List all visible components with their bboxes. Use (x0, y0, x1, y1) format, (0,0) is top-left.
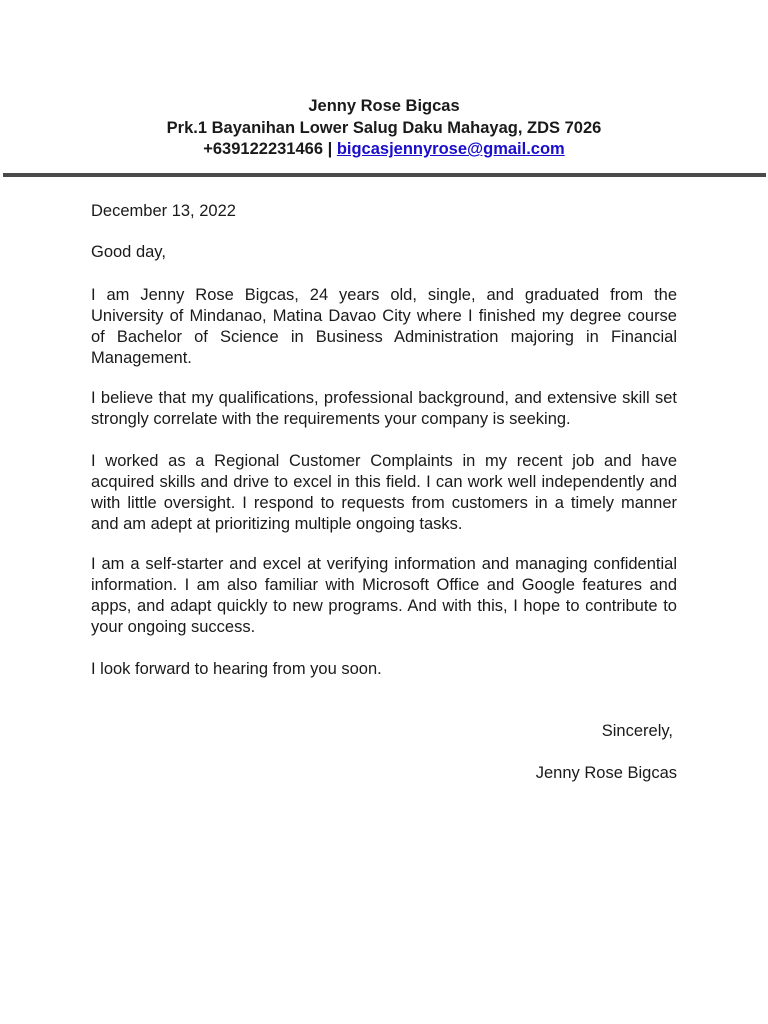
letterhead (0, 96, 768, 161)
letter-greeting: Good day, (91, 243, 166, 261)
letter-paragraph: I am a self-starter and excel at verifying information and managing confidential information. I am also familiar with Microsoft Office and Google features and apps, and adapt quickly to new programs. And with this, I hope to contribute to your ongoing success. (91, 555, 677, 636)
sender-email-link[interactable]: bigcasjennyrose@gmail.com (336, 140, 565, 158)
sender-name: Jenny Rose Bigcas (308, 97, 460, 115)
sender-phone: +639122231466 (203, 140, 324, 158)
letter-paragraph: I am Jenny Rose Bigcas, 24 years old, single, and graduated from the University of Mindanao, Matina Davao City where I finished my degree course of Bachelor of Science in Business Administration majoring in Financial Management. (91, 286, 677, 367)
contact-separator: | (323, 140, 337, 158)
letter-signature: Jenny Rose Bigcas (535, 764, 677, 782)
letter-date: December 13, 2022 (91, 202, 236, 220)
sender-contact (0, 139, 768, 161)
letter-paragraph: I believe that my qualifications, professional background, and extensive skill set strongly correlate with the requirements your company is seeking. (91, 389, 677, 428)
letter-paragraph: I worked as a Regional Customer Complaints in my recent job and have acquired skills and drive to excel in this field. I can work well independently and with little oversight. I respond to requests from customers in a timely manner and am adept at prioritizing multiple ongoing tasks. (91, 452, 677, 533)
sender-address: Prk.1 Bayanihan Lower Salug Daku Mahayag, ZDS 7026 (166, 118, 602, 137)
header-divider (3, 173, 766, 177)
letter-closing: Sincerely, (601, 722, 673, 740)
letter-paragraph: I look forward to hearing from you soon. (91, 660, 382, 678)
